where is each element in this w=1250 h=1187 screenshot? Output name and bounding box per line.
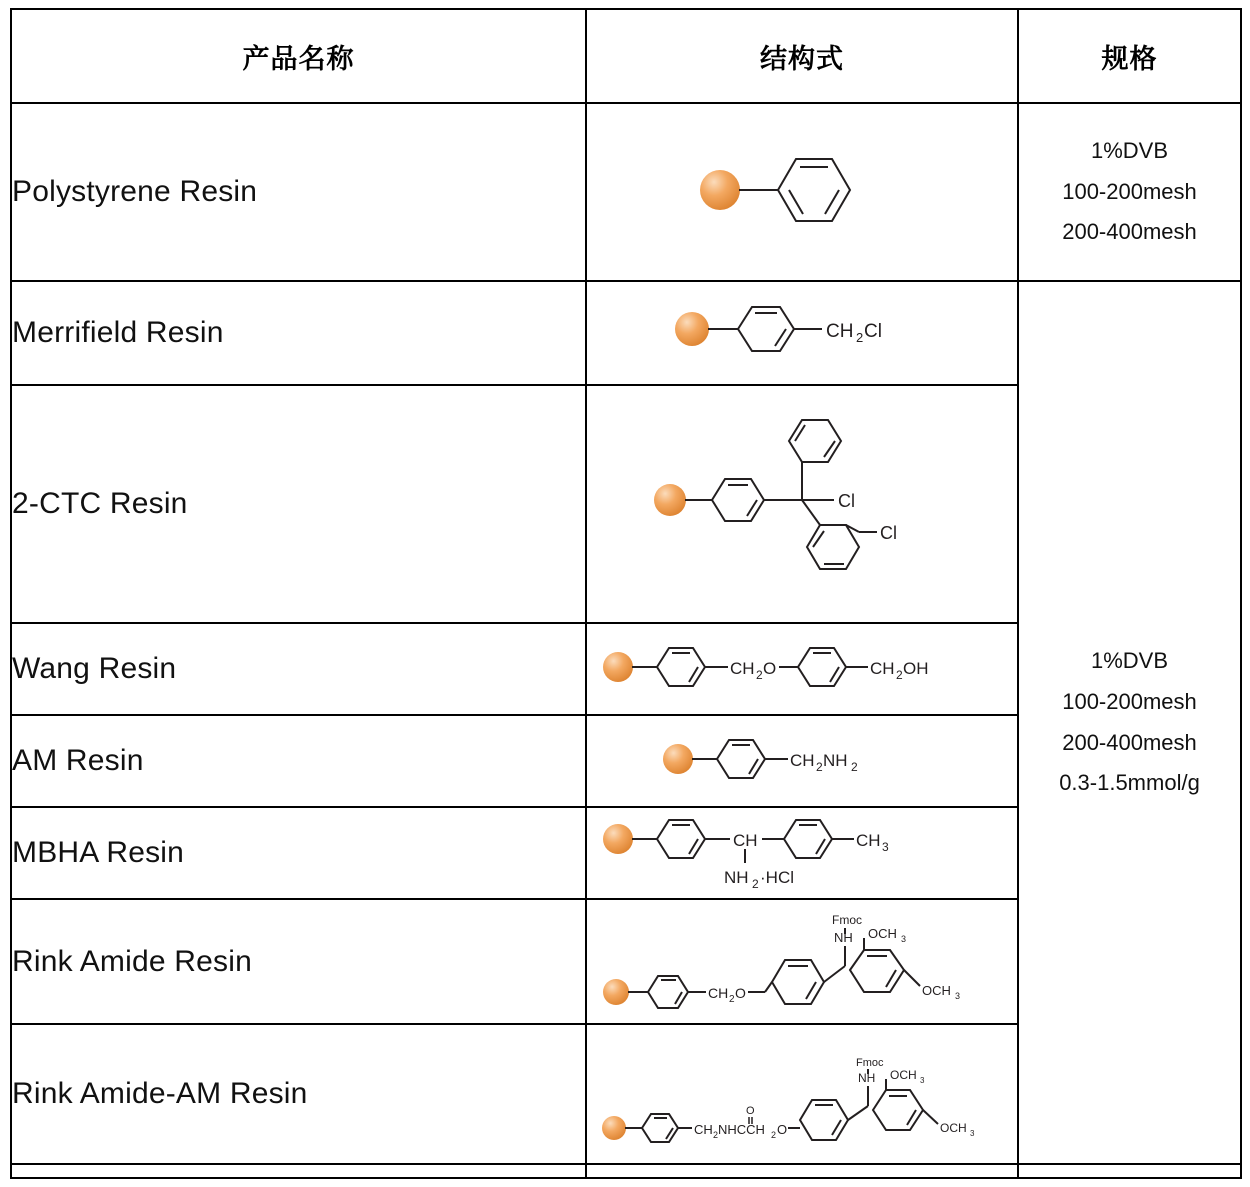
resin-products-table xyxy=(10,8,1242,1179)
am-structure xyxy=(662,727,942,791)
svg-text:O: O xyxy=(735,985,746,1001)
svg-text:NH: NH xyxy=(724,867,749,887)
spec-line: 0.3-1.5mmol/g xyxy=(1059,770,1200,796)
svg-text:NH: NH xyxy=(834,930,853,945)
svg-text:3: 3 xyxy=(920,1075,925,1085)
svg-text:OCH: OCH xyxy=(890,1067,917,1082)
svg-text:CH: CH xyxy=(733,830,758,850)
product-name-2ctc: 2-CTC Resin xyxy=(11,385,586,623)
table-row xyxy=(11,103,1241,281)
header-product-name: 产品名称 xyxy=(11,9,586,103)
product-name-rink-amide: Rink Amide Resin xyxy=(11,899,586,1024)
table-row xyxy=(11,281,1241,385)
svg-text:CH: CH xyxy=(870,658,895,678)
spec-cell-top xyxy=(1018,103,1241,281)
structure-cell-rink-amide-am xyxy=(586,1024,1018,1164)
2-ctc-structure xyxy=(652,392,952,612)
svg-text:Cl: Cl xyxy=(864,320,882,342)
svg-text:CH: CH xyxy=(790,750,815,770)
spec-line: 1%DVB xyxy=(1090,137,1169,163)
header-structure: 结构式 xyxy=(586,9,1018,103)
svg-text:2: 2 xyxy=(756,667,763,682)
svg-text:CH: CH xyxy=(856,830,881,850)
svg-text:2: 2 xyxy=(856,329,864,345)
svg-text:2: 2 xyxy=(896,667,903,682)
svg-text:NHCCH: NHCCH xyxy=(718,1121,765,1137)
svg-text:2: 2 xyxy=(771,1129,777,1140)
svg-text:Cl: Cl xyxy=(838,490,855,511)
structure-cell-mbha xyxy=(586,807,1018,899)
polystyrene-structure xyxy=(692,135,912,245)
spec-line: 200-400mesh xyxy=(1062,219,1197,245)
structure-cell-am xyxy=(586,715,1018,807)
svg-text:3: 3 xyxy=(901,934,907,944)
svg-text:OCH: OCH xyxy=(922,983,951,998)
structure-cell-wang xyxy=(586,623,1018,715)
svg-text:OCH: OCH xyxy=(940,1120,967,1135)
table-row-partial xyxy=(11,1164,1241,1178)
product-name-polystyrene: Polystyrene Resin xyxy=(11,103,586,281)
table-header-row xyxy=(11,9,1241,103)
svg-text:3: 3 xyxy=(882,839,889,854)
spec-line: 100-200mesh xyxy=(1062,688,1197,714)
svg-text:Fmoc: Fmoc xyxy=(856,1056,884,1069)
svg-text:NH: NH xyxy=(858,1070,876,1085)
svg-text:CH: CH xyxy=(694,1121,713,1137)
header-spec: 规格 xyxy=(1018,9,1241,103)
rink-amide-am-structure xyxy=(602,1028,1002,1156)
svg-text:2: 2 xyxy=(729,994,735,1005)
product-name-rink-amide-am: Rink Amide-AM Resin xyxy=(11,1024,586,1164)
product-name-wang: Wang Resin xyxy=(11,623,586,715)
spec-line: 200-400mesh xyxy=(1062,729,1197,755)
svg-text:OCH: OCH xyxy=(868,926,897,941)
product-name-merrifield: Merrifield Resin xyxy=(11,281,586,385)
svg-text:O: O xyxy=(777,1121,788,1137)
svg-text:2: 2 xyxy=(851,759,858,774)
svg-text:CH: CH xyxy=(826,320,854,342)
rink-amide-structure xyxy=(602,900,1002,1018)
product-name-mbha: MBHA Resin xyxy=(11,807,586,899)
svg-text:3: 3 xyxy=(970,1128,975,1138)
product-name-am: AM Resin xyxy=(11,715,586,807)
svg-text:O: O xyxy=(763,658,777,678)
svg-text:2: 2 xyxy=(752,876,759,891)
svg-text:Fmoc: Fmoc xyxy=(832,913,862,927)
svg-text:2: 2 xyxy=(713,1129,719,1140)
svg-text:OH: OH xyxy=(903,658,929,678)
structure-cell-polystyrene xyxy=(586,103,1018,281)
structure-cell-2ctc xyxy=(586,385,1018,623)
structure-cell-merrifield xyxy=(586,281,1018,385)
svg-text:Cl: Cl xyxy=(880,522,897,543)
svg-text:·HCl: ·HCl xyxy=(760,867,794,887)
svg-text:NH: NH xyxy=(823,750,848,770)
structure-cell-rink-amide xyxy=(586,899,1018,1024)
structure-cell-partial xyxy=(586,1164,1018,1178)
svg-text:CH: CH xyxy=(708,985,729,1001)
wang-structure xyxy=(602,635,1002,699)
spec-line: 100-200mesh xyxy=(1062,178,1197,204)
svg-text:CH: CH xyxy=(730,658,755,678)
product-name-partial xyxy=(11,1164,586,1178)
merrifield-structure xyxy=(672,296,932,366)
spec-line: 1%DVB xyxy=(1090,648,1169,674)
svg-text:3: 3 xyxy=(955,991,961,1001)
mbha-structure xyxy=(602,811,1002,891)
svg-text:O: O xyxy=(746,1104,755,1117)
svg-text:2: 2 xyxy=(816,759,823,774)
spec-cell-bottom xyxy=(1018,281,1241,1164)
